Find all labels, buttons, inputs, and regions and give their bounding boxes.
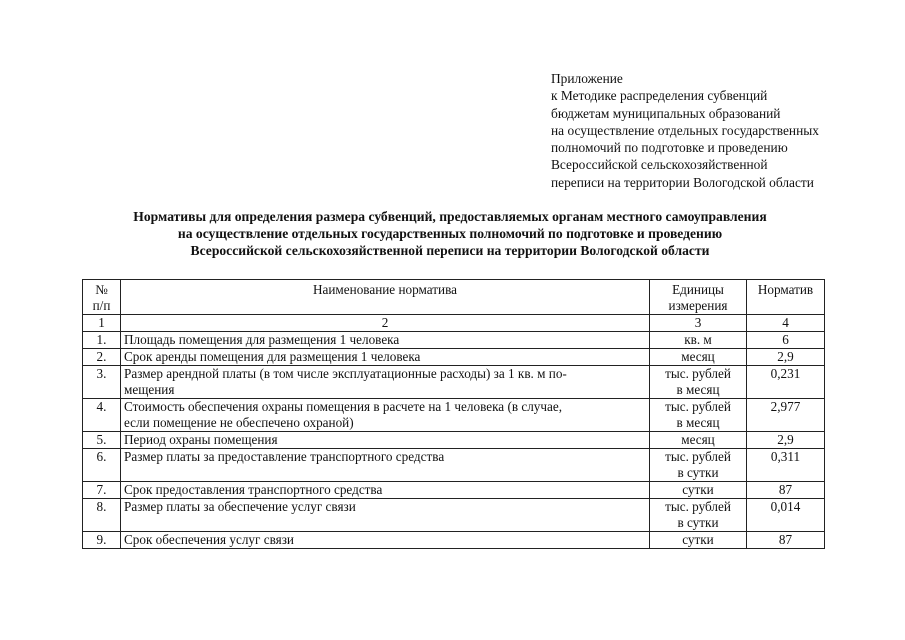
row-number: 2. <box>83 349 121 366</box>
row-value: 0,231 <box>747 366 825 399</box>
norms-table <box>82 279 825 549</box>
row-number: 6. <box>83 449 121 482</box>
row-number: 5. <box>83 432 121 449</box>
row-value: 2,9 <box>747 349 825 366</box>
header-name: Наименование норматива <box>121 280 650 315</box>
table-row <box>83 449 825 482</box>
row-unit: тыс. рублей в сутки <box>650 449 747 482</box>
row-value: 0,014 <box>747 499 825 532</box>
row-name: Стоимость обеспечения охраны помещения в расчете на 1 человека (в случае, если помещение не обеспечено охраной) <box>121 399 650 432</box>
table-row <box>83 366 825 399</box>
row-name: Площадь помещения для размещения 1 человека <box>121 332 650 349</box>
row-number: 1. <box>83 332 121 349</box>
row-value: 6 <box>747 332 825 349</box>
row-name: Размер платы за предоставление транспортного средства <box>121 449 650 482</box>
header-value: Норматив <box>747 280 825 315</box>
appendix-line: Всероссийской сельскохозяйственной <box>551 157 768 173</box>
row-name: Период охраны помещения <box>121 432 650 449</box>
row-value: 87 <box>747 532 825 549</box>
column-numbers-row <box>83 315 825 332</box>
title-line: Нормативы для определения размера субвенций, предоставляемых органам местного самоуправления <box>133 209 767 224</box>
appendix-line: переписи на территории Вологодской области <box>551 174 814 190</box>
appendix-block <box>551 70 871 191</box>
row-name: Размер арендной платы (в том числе эксплуатационные расходы) за 1 кв. м по- мещения <box>121 366 650 399</box>
row-name: Срок аренды помещения для размещения 1 человека <box>121 349 650 366</box>
row-number: 3. <box>83 366 121 399</box>
table-row <box>83 499 825 532</box>
row-number: 4. <box>83 399 121 432</box>
column-number: 3 <box>650 315 747 332</box>
row-unit: месяц <box>650 432 747 449</box>
table-row <box>83 532 825 549</box>
row-unit: сутки <box>650 482 747 499</box>
title-line: на осуществление отдельных государственных полномочий по подготовке и проведению <box>177 226 723 241</box>
title-line: Всероссийской сельскохозяйственной переписи на территории Вологодской области <box>190 243 710 258</box>
column-number: 1 <box>83 315 121 332</box>
row-unit: тыс. рублей в сутки <box>650 499 747 532</box>
row-number: 7. <box>83 482 121 499</box>
table-row <box>83 349 825 366</box>
appendix-line: полномочий по подготовке и проведению <box>551 140 788 156</box>
row-value: 0,311 <box>747 449 825 482</box>
appendix-line: Приложение <box>551 71 623 86</box>
appendix-line: к Методике распределения субвенций <box>551 88 768 104</box>
row-unit: тыс. рублей в месяц <box>650 399 747 432</box>
table-row <box>83 432 825 449</box>
document-title <box>60 208 840 259</box>
table-row <box>83 332 825 349</box>
row-number: 8. <box>83 499 121 532</box>
row-value: 2,977 <box>747 399 825 432</box>
header-unit: Единицы измерения <box>650 280 747 315</box>
row-value: 87 <box>747 482 825 499</box>
row-unit: тыс. рублей в месяц <box>650 366 747 399</box>
row-unit: месяц <box>650 349 747 366</box>
row-value: 2,9 <box>747 432 825 449</box>
table-header-row <box>83 280 825 315</box>
column-number: 4 <box>747 315 825 332</box>
row-number: 9. <box>83 532 121 549</box>
row-unit: сутки <box>650 532 747 549</box>
column-number: 2 <box>121 315 650 332</box>
header-number: № п/п <box>83 280 121 315</box>
table-row <box>83 399 825 432</box>
appendix-line: бюджетам муниципальных образований <box>551 105 781 121</box>
row-name: Размер платы за обеспечение услуг связи <box>121 499 650 532</box>
row-name: Срок обеспечения услуг связи <box>121 532 650 549</box>
appendix-line: на осуществление отдельных государственных <box>551 122 819 138</box>
row-name: Срок предоставления транспортного средства <box>121 482 650 499</box>
table-row <box>83 482 825 499</box>
row-unit: кв. м <box>650 332 747 349</box>
